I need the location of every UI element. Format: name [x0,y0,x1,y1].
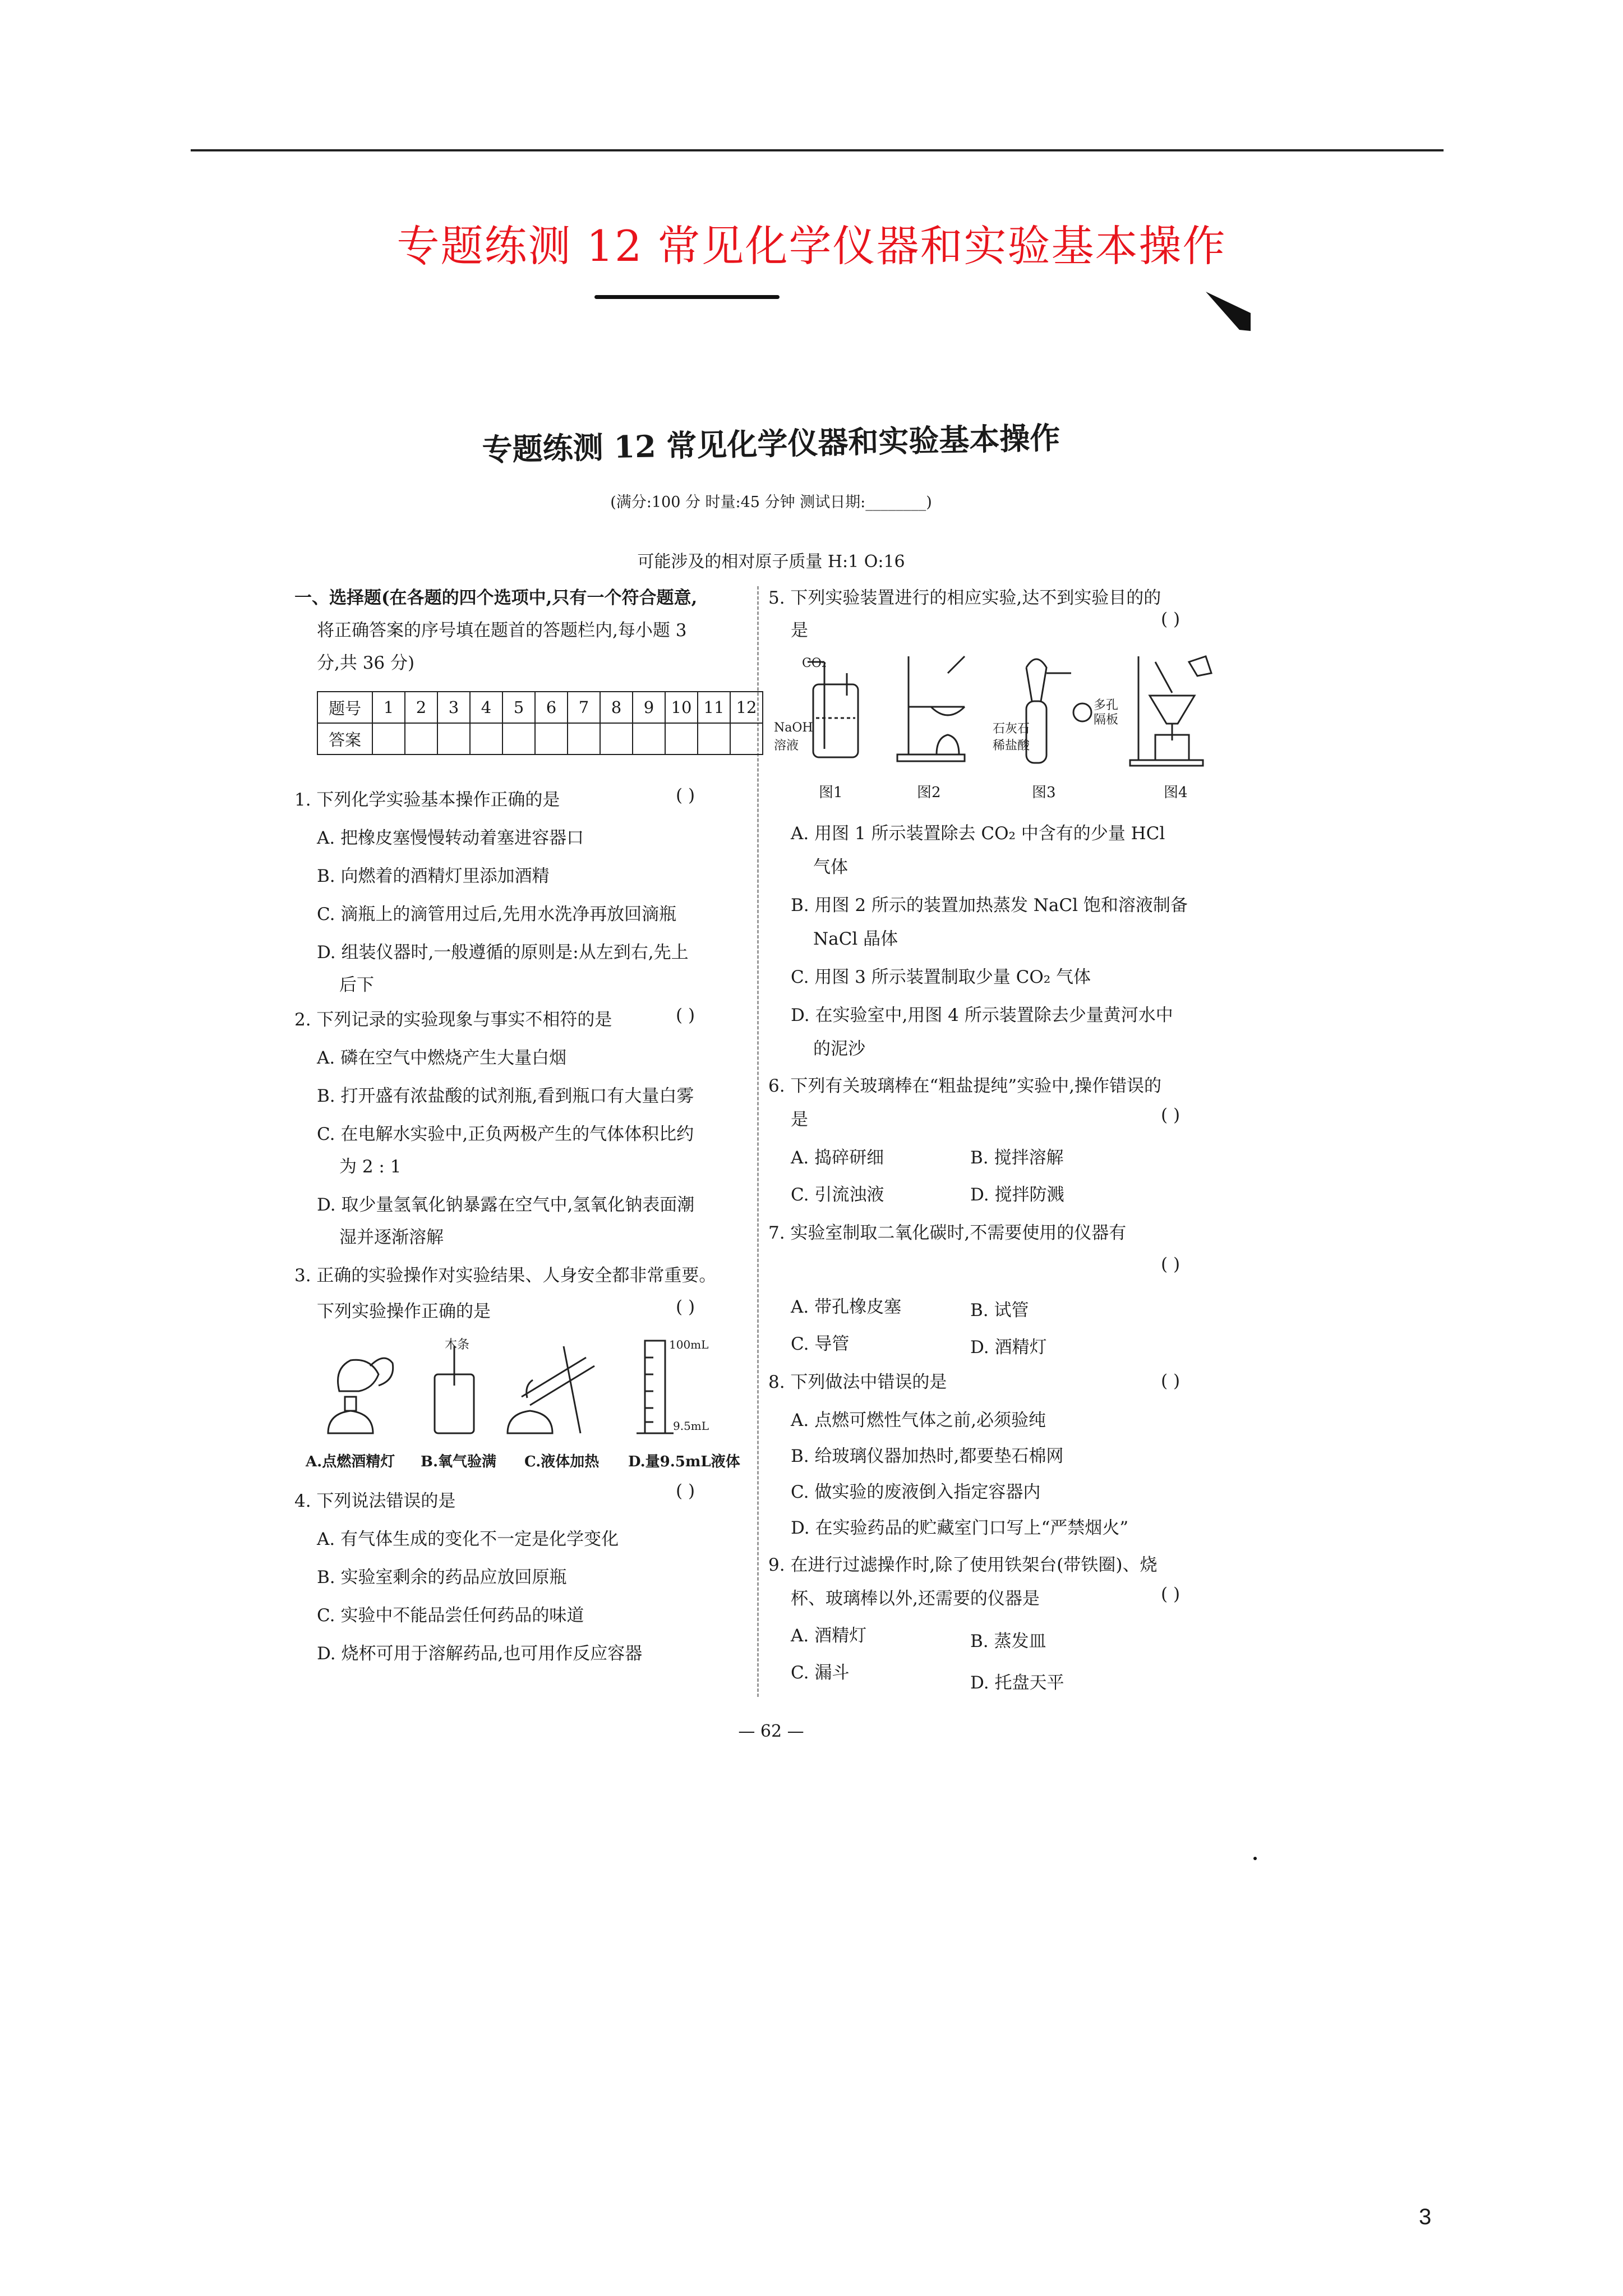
option-text: A. 用图 1 所示装置除去 CO₂ 中含有的少量 HCl [791,823,1165,844]
option-text: 为 2 : 1 [339,1157,402,1177]
graduated-cylinder-drawing [637,1341,674,1433]
option-text: C. 实验中不能品尝任何药品的味道 [317,1605,584,1626]
table-number-cell: 2 [405,692,437,723]
option-text: C. 引流浊液 [791,1185,884,1205]
option-text: D. 取少量氢氧化钠暴露在空气中,氢氧化钠表面潮 [317,1195,695,1215]
figure-caption: 图1 [819,784,843,801]
gas-jar-drawing [435,1346,474,1433]
option-text: A. 捣碎研细 [791,1148,884,1168]
table-row [317,692,763,723]
option-text: C. 在电解水实验中,正负两极产生的气体体积比约 [317,1124,694,1144]
filtration-drawing [1130,656,1211,766]
option-text: A. 酒精灯 [791,1626,867,1646]
page-number: 3 [1419,2205,1432,2229]
section-heading: 一、选择题(在各题的四个选项中,只有一个符合题意, [294,588,698,608]
question-5-stem: 5. 下列实验装置进行的相应实验,达不到实验目的的 [768,588,1161,608]
figure-caption: C.液体加热 [524,1453,600,1470]
answer-bracket: ( ) [1161,609,1181,629]
page-title: 专题练测 12 常见化学仪器和实验基本操作 [396,221,1227,271]
question-9-stem: 杯、玻璃棒以外,还需要的仪器是 [791,1589,1040,1609]
gas-generator-drawing [1026,659,1091,763]
exam-subtitle: (满分:100 分 时量:45 分钟 测试日期:________) [610,494,932,511]
answer-cell[interactable] [633,723,665,754]
answer-bracket: ( ) [1161,1254,1181,1274]
answer-cell[interactable] [405,723,437,754]
q5-apparatus-figures [780,651,1228,780]
answer-cell[interactable] [535,723,568,754]
answer-cell[interactable] [698,723,730,754]
question-3-stem: 3. 正确的实验操作对实验结果、人身安全都非常重要。 [294,1266,717,1286]
figure-label: NaOH [774,721,813,735]
option-text: A. 磷在空气中燃烧产生大量白烟 [317,1048,567,1068]
option-text: C. 导管 [791,1334,850,1354]
question-1-stem: 1. 下列化学实验基本操作正确的是 [294,790,560,810]
option-text: B. 用图 2 所示的装置加热蒸发 NaCl 饱和溶液制备 [791,895,1188,915]
table-number-cell: 4 [470,692,502,723]
table-number-cell: 6 [535,692,568,723]
answer-bracket: ( ) [676,1481,695,1501]
option-text: D. 组装仪器时,一般遵循的原则是:从左到右,先上 [317,942,689,963]
figure-label: 木条 [445,1338,470,1352]
figure-caption: 图2 [917,784,941,801]
table-number-cell: 12 [730,692,763,723]
answer-cell[interactable] [502,723,535,754]
scan-dot [1253,1857,1257,1860]
answer-bracket: ( ) [1161,1584,1181,1604]
option-text: B. 试管 [970,1300,1029,1320]
question-3-stem: 下列实验操作正确的是 [317,1301,491,1322]
answer-bracket: ( ) [1161,1371,1181,1391]
table-number-cell: 8 [600,692,633,723]
figure-label: 100mL [669,1338,709,1351]
option-text: 气体 [813,857,848,877]
option-text: B. 蒸发皿 [970,1631,1046,1651]
table-header-cell: 题号 [317,692,372,723]
table-number-cell: 3 [437,692,470,723]
option-text: A. 有气体生成的变化不一定是化学变化 [317,1529,619,1549]
figure-label: 稀盐酸 [993,739,1030,753]
option-text: B. 向燃着的酒精灯里添加酒精 [317,866,550,886]
table-number-cell: 7 [568,692,600,723]
table-answer-label: 答案 [317,723,372,754]
figure-label: 多孔 [1094,698,1119,712]
question-7-stem: 7. 实验室制取二氧化碳时,不需要使用的仪器有 [768,1223,1127,1243]
option-text: C. 用图 3 所示装置制取少量 CO₂ 气体 [791,967,1091,987]
table-number-cell: 5 [502,692,535,723]
table-row [317,723,763,754]
figure-label: 石灰石 [993,722,1030,736]
answer-cell[interactable] [665,723,698,754]
table-number-cell: 9 [633,692,665,723]
table-number-cell: 1 [372,692,405,723]
top-rule [191,149,1444,151]
table-number-cell: 11 [698,692,730,723]
option-text: 后下 [339,975,374,995]
option-text: B. 给玻璃仪器加热时,都要垫石棉网 [791,1446,1064,1466]
figure-label: 隔板 [1094,713,1119,727]
scan-streak [594,295,780,299]
option-text: D. 托盘天平 [970,1673,1064,1693]
evaporation-stand-drawing [897,656,965,761]
option-text: D. 烧杯可用于溶解药品,也可用作反应容器 [317,1644,643,1664]
scanned-exam-page [264,280,1279,1851]
option-text: 的泥沙 [813,1039,865,1059]
option-text: B. 搅拌溶解 [970,1148,1064,1168]
answer-cell[interactable] [372,723,405,754]
section-instruction: 分,共 36 分) [317,653,415,673]
scan-page-number: — 62 — [738,1722,804,1741]
question-6-stem: 6. 下列有关玻璃棒在“粗盐提纯”实验中,操作错误的 [768,1076,1161,1096]
option-text: D. 酒精灯 [970,1337,1047,1358]
option-text: A. 把橡皮塞慢慢转动着塞进容器口 [317,828,584,848]
figure-label: 9.5mL [673,1419,709,1433]
option-text: NaCl 晶体 [813,929,898,949]
figure-caption: 图4 [1164,784,1188,801]
option-text: D. 在实验室中,用图 4 所示装置除去少量黄河水中 [791,1005,1173,1025]
answer-cell[interactable] [470,723,502,754]
question-2-stem: 2. 下列记录的实验现象与事实不相符的是 [294,1010,612,1030]
option-text: B. 实验室剩余的药品应放回原瓶 [317,1567,567,1588]
option-text: D. 在实验药品的贮藏室门口写上“严禁烟火” [791,1518,1129,1538]
figure-label: 溶液 [774,739,799,753]
atomic-mass-note: 可能涉及的相对原子质量 H:1 O:16 [637,552,905,572]
figure-label: CO₂ [802,656,827,670]
answer-table [317,691,763,755]
answer-bracket: ( ) [676,1005,695,1025]
option-text: A. 带孔橡皮塞 [791,1297,902,1317]
figure-caption: A.点燃酒精灯 [306,1453,395,1470]
exam-title: 专题练测 12 常见化学仪器和实验基本操作 [482,420,1061,468]
section-instruction: 将正确答案的序号填在题首的答题栏内,每小题 3 [317,620,687,641]
option-text: A. 点燃可燃性气体之前,必须验纯 [791,1410,1046,1430]
scan-corner-mark [1206,292,1251,331]
option-text: C. 漏斗 [791,1663,850,1683]
figure-caption: D.量9.5mL液体 [628,1453,740,1470]
answer-cell[interactable] [568,723,600,754]
answer-bracket: ( ) [676,785,695,806]
answer-bracket: ( ) [1161,1105,1181,1125]
question-9-stem: 9. 在进行过滤操作时,除了使用铁架台(带铁圈)、烧 [768,1555,1158,1575]
question-6-stem: 是 [791,1110,808,1130]
answer-cell[interactable] [730,723,763,754]
test-tube-heating-drawing [508,1346,594,1433]
figure-caption: B.氧气验满 [421,1453,497,1470]
answer-cell[interactable] [600,723,633,754]
question-4-stem: 4. 下列说法错误的是 [294,1491,456,1511]
question-8-stem: 8. 下列做法中错误的是 [768,1372,947,1392]
option-text: C. 滴瓶上的滴管用过后,先用水洗净再放回滴瓶 [317,904,677,924]
question-5-stem: 是 [791,620,808,641]
washing-bottle-drawing [808,662,858,757]
alcohol-lamp-drawing [328,1358,393,1433]
figure-caption: 图3 [1032,784,1056,801]
table-number-cell: 10 [665,692,698,723]
option-text: B. 打开盛有浓盐酸的试剂瓶,看到瓶口有大量白雾 [317,1086,694,1106]
option-text: D. 搅拌防溅 [970,1185,1064,1205]
answer-bracket: ( ) [676,1297,695,1317]
option-text: C. 做实验的废液倒入指定容器内 [791,1482,1041,1502]
option-text: 湿并逐渐溶解 [339,1227,444,1248]
answer-cell[interactable] [437,723,470,754]
